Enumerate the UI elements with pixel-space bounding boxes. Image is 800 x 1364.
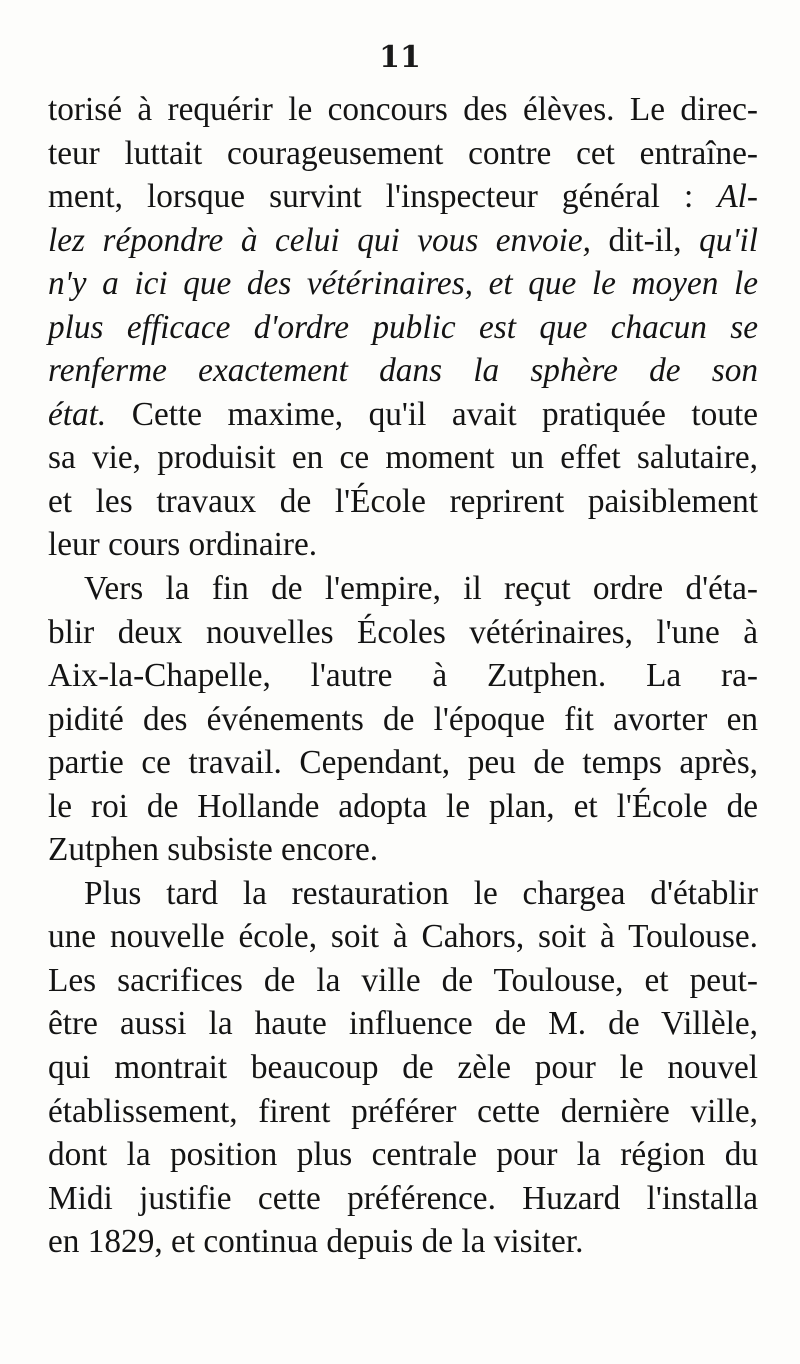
italic-text-segment: renferme exactement dans la sphère de son bbox=[48, 352, 758, 390]
text-line bbox=[48, 1133, 758, 1177]
page-number: 11 bbox=[379, 40, 421, 75]
text-line bbox=[48, 306, 758, 350]
text-segment: sa vie, produisit en ce moment un effet salutaire, bbox=[48, 439, 758, 477]
text-line bbox=[48, 1177, 758, 1221]
body-text bbox=[48, 88, 758, 1264]
text-line bbox=[48, 1220, 758, 1264]
italic-text-segment: Al- bbox=[717, 178, 758, 216]
text-line bbox=[48, 959, 758, 1003]
text-line bbox=[48, 611, 758, 655]
text-line bbox=[48, 349, 758, 393]
text-segment: Zutphen subsiste encore. bbox=[48, 831, 379, 869]
text-segment: qui montrait beaucoup de zèle pour le nouvel bbox=[48, 1049, 758, 1087]
text-segment: leur cours ordinaire. bbox=[48, 526, 318, 564]
italic-text-segment: plus efficace d'ordre public est que chacun se bbox=[48, 308, 758, 346]
text-segment: être aussi la haute influence de M. de Villèle, bbox=[48, 1005, 758, 1043]
text-segment: Vers la fin de l'empire, il reçut ordre d'éta- bbox=[84, 570, 758, 608]
text-line bbox=[48, 1046, 758, 1090]
text-line bbox=[48, 654, 758, 698]
italic-text-segment: lez répondre à celui qui vous envoie, bbox=[48, 221, 591, 259]
text-line bbox=[48, 523, 758, 567]
text-line bbox=[48, 393, 758, 437]
text-segment: blir deux nouvelles Écoles vétérinaires, l'une à bbox=[48, 613, 758, 651]
text-line bbox=[48, 828, 758, 872]
text-line bbox=[48, 219, 758, 263]
text-line bbox=[48, 436, 758, 480]
text-segment: le roi de Hollande adopta le plan, et l'École de bbox=[48, 787, 758, 825]
text-segment: Cette maxime, qu'il avait pratiquée toute bbox=[106, 395, 758, 433]
text-line bbox=[48, 785, 758, 829]
text-line bbox=[48, 1002, 758, 1046]
text-line bbox=[48, 262, 758, 306]
italic-text-segment: n'y a ici que des vétérinaires, et que le moyen le bbox=[48, 265, 758, 303]
text-line bbox=[48, 1090, 758, 1134]
text-line bbox=[48, 567, 758, 611]
text-segment: Midi justifie cette préférence. Huzard l'installa bbox=[48, 1179, 758, 1217]
text-line bbox=[48, 741, 758, 785]
text-segment: en 1829, et continua depuis de la visiter. bbox=[48, 1223, 584, 1261]
text-segment: établissement, firent préférer cette dernière ville, bbox=[48, 1092, 758, 1130]
text-segment: teur luttait courageusement contre cet entraîne- bbox=[48, 134, 758, 172]
text-line bbox=[48, 132, 758, 176]
text-line bbox=[48, 915, 758, 959]
italic-text-segment: état. bbox=[48, 395, 107, 433]
text-line bbox=[48, 698, 758, 742]
text-line bbox=[48, 872, 758, 916]
text-segment: Plus tard la restauration le chargea d'établir bbox=[84, 874, 758, 912]
italic-text-segment: qu'il bbox=[699, 221, 758, 259]
text-line bbox=[48, 480, 758, 524]
text-segment: dit-il, bbox=[591, 221, 700, 259]
text-segment: Aix-la-Chapelle, l'autre à Zutphen. La ra- bbox=[48, 657, 758, 695]
text-segment: partie ce travail. Cependant, peu de temps après, bbox=[48, 744, 758, 782]
text-line bbox=[48, 88, 758, 132]
text-segment: Les sacrifices de la ville de Toulouse, et peut- bbox=[48, 961, 758, 999]
text-segment: dont la position plus centrale pour la région du bbox=[48, 1136, 758, 1174]
text-line bbox=[48, 175, 758, 219]
text-segment: et les travaux de l'École reprirent paisiblement bbox=[48, 482, 758, 520]
text-segment: ment, lorsque survint l'inspecteur général : bbox=[48, 178, 718, 216]
text-segment: une nouvelle école, soit à Cahors, soit à Toulouse. bbox=[48, 918, 758, 956]
text-segment: pidité des événements de l'époque fit avorter en bbox=[48, 700, 758, 738]
text-segment: torisé à requérir le concours des élèves. Le direc- bbox=[48, 91, 758, 128]
